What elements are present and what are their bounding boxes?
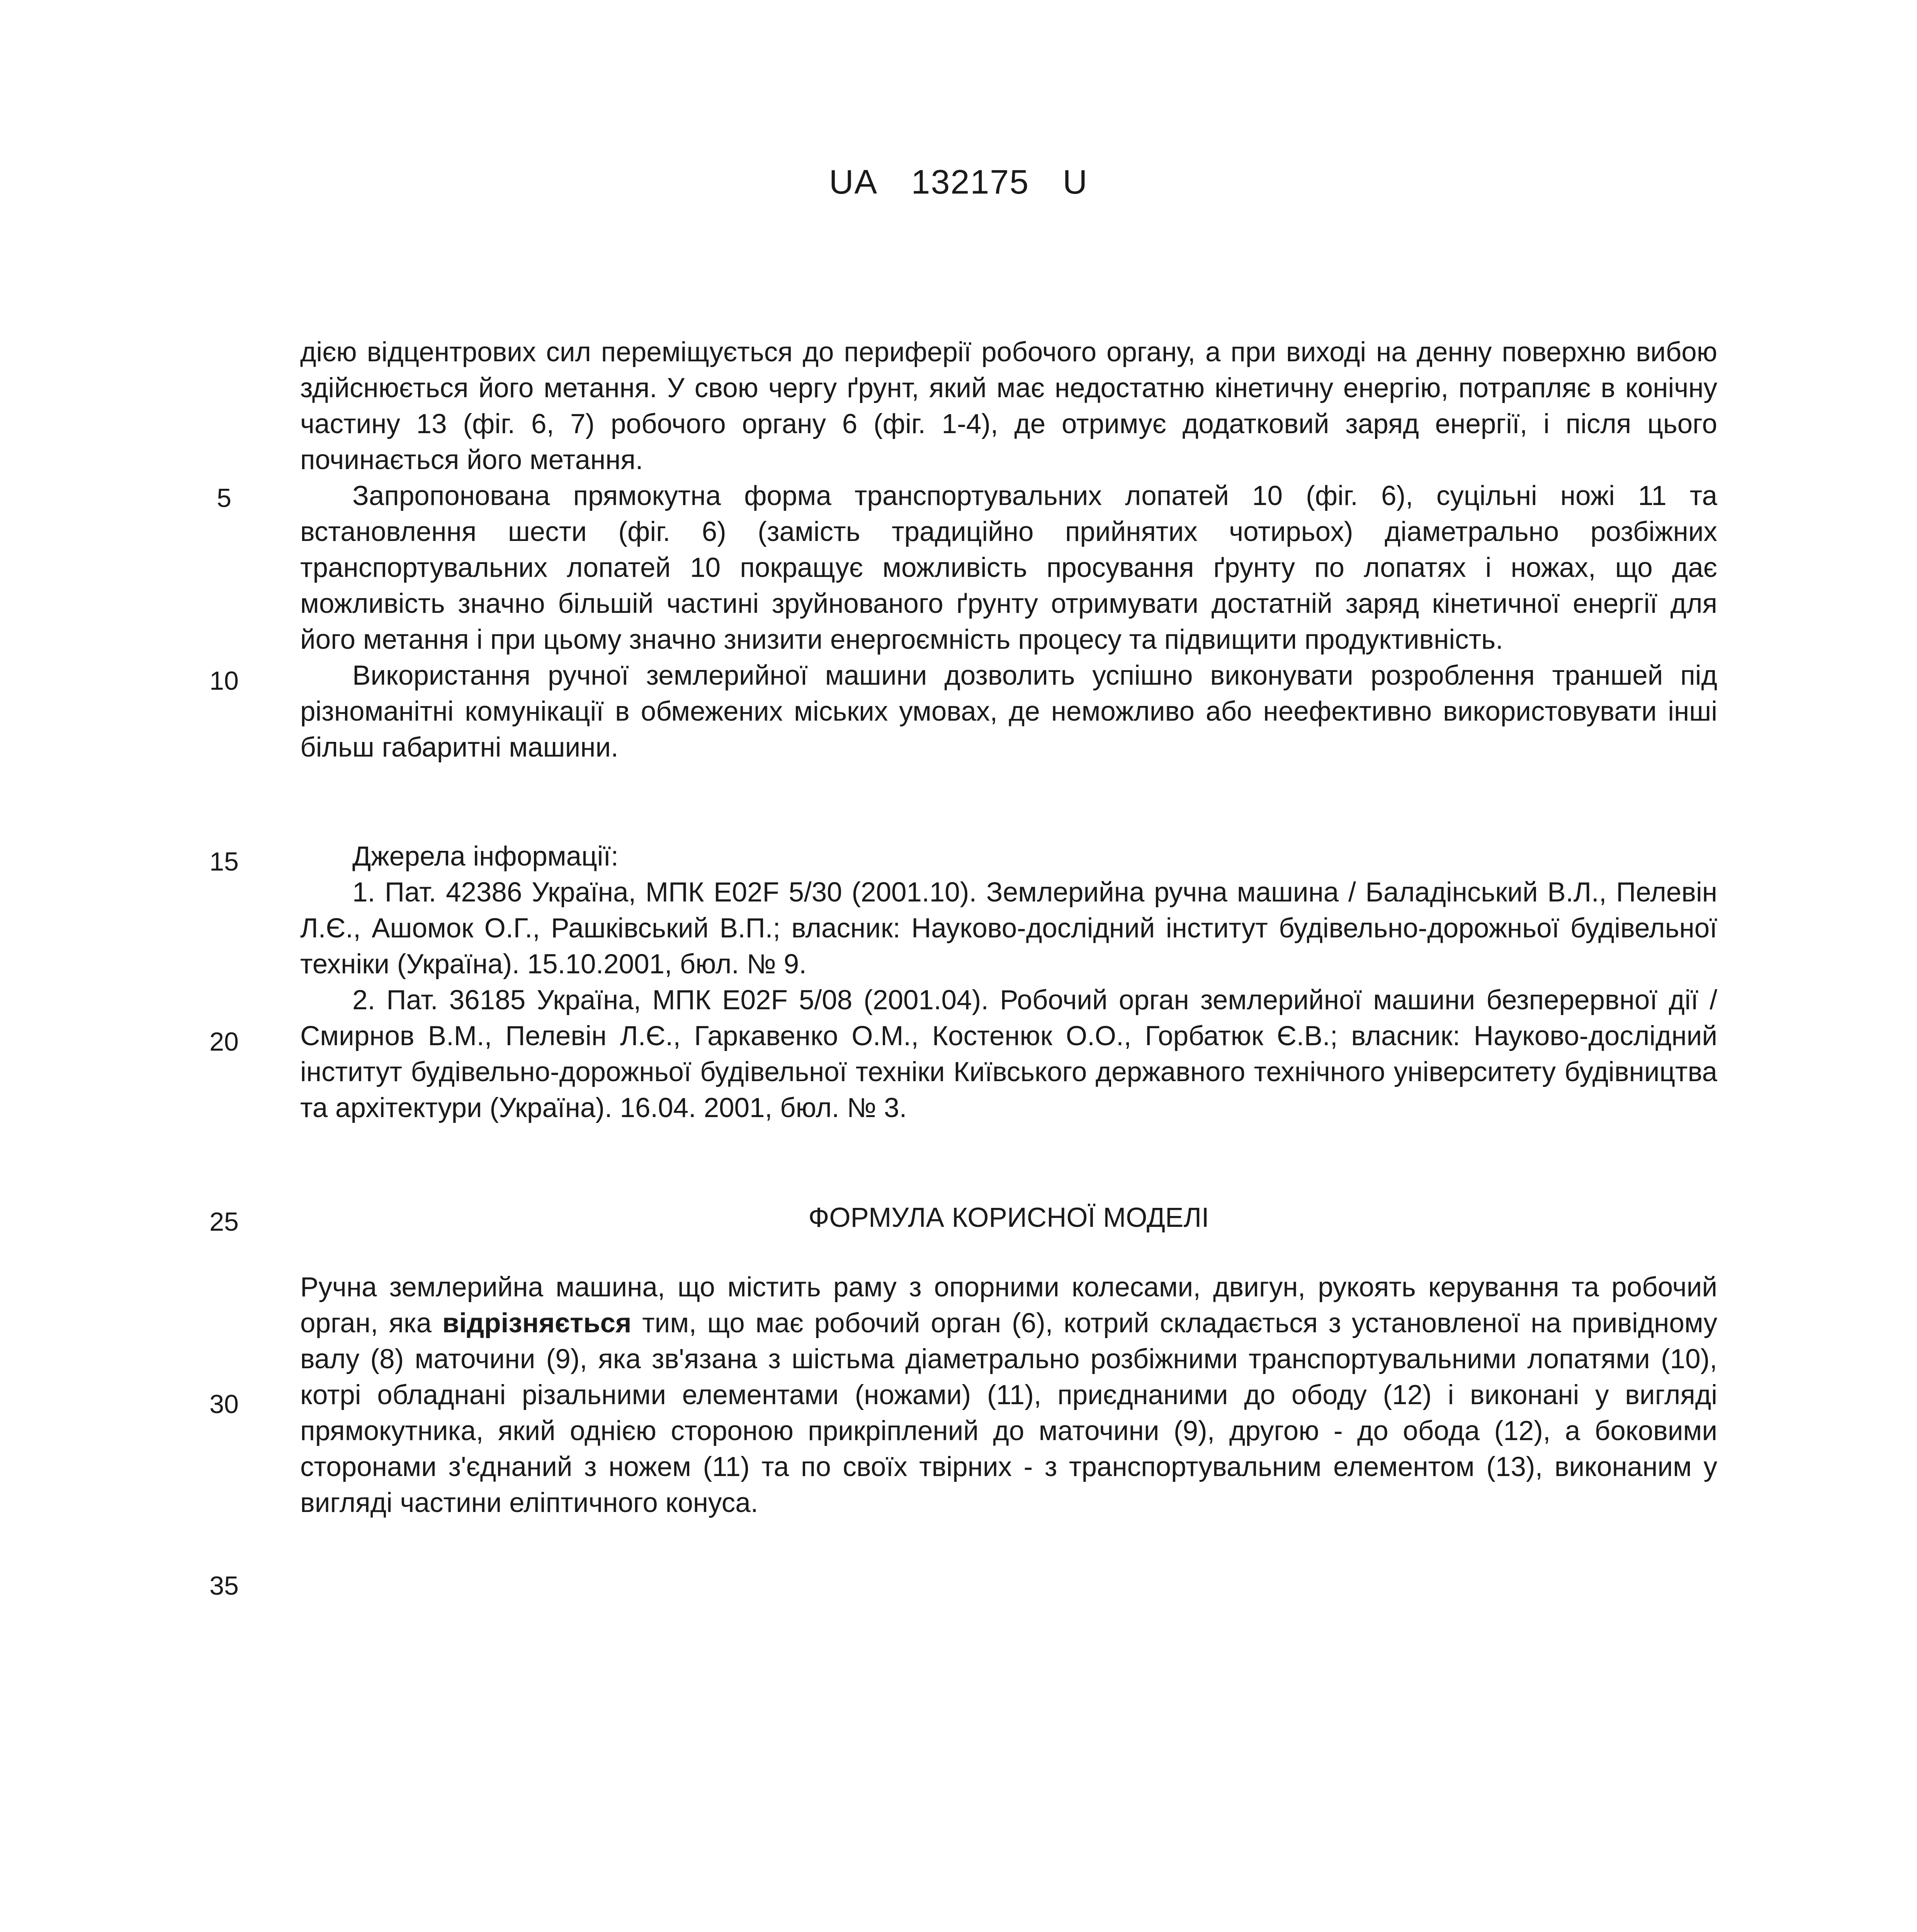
claim-paragraph (300, 1269, 1717, 1521)
header-kind: U (1062, 163, 1088, 201)
line-number: 35 (209, 1571, 239, 1600)
line-number: 25 (209, 1207, 239, 1236)
sources-block (300, 838, 1717, 1126)
sources-title: Джерела інформації: (352, 841, 619, 872)
reference-item: 1. Пат. 42386 Україна, МПК E02F 5/30 (2001.10). Землерийна ручна машина / Баладінський В.Л., Пелевін Л.Є., Ашомок О.Г., Рашківський В.П.; власник: Науково-дослідний інститут будівельно-дорожньої будівельної техніки (Україна). 15.10.2001, бюл. № 9. (300, 877, 1717, 980)
formula-block (300, 1269, 1717, 1521)
paragraph: Запропонована прямокутна форма транспортувальних лопатей 10 (фіг. 6), суцільні ножі 11 та встановлення шести (фіг. 6) (замість традиційно прийнятих чотирьох) діаметрально розбіжних транспортувальних лопатей 10 покращує можливість просування ґрунту по лопатях і ножах, що дає можливість значно більшій частині зруйнованого ґрунту отримувати достатній заряд кінетичної енергії для його метання і при цьому значно знизити енергоємність процесу та підвищити продуктивність. (300, 481, 1717, 655)
paragraph: дією відцентрових сил переміщується до периферії робочого органу, а при виході на денну поверхню вибою здійснюється його метання. У свою чергу ґрунт, який має недостатню кінетичну енергію, потрапляє в конічну частину 13 (фіг. 6, 7) робочого органу 6 (фіг. 1-4), де отримує додатковий заряд енергії, і після цього починається його метання. (300, 337, 1717, 475)
reference-item: 2. Пат. 36185 Україна, МПК E02F 5/08 (2001.04). Робочий орган землерийної машини безперервної дії / Смирнов В.М., Пелевін Л.Є., Гаркавенко О.М., Костенюк О.О., Горбатюк Є.В.; власник: Науково-дослідний інститут будівельно-дорожньої будівельної техніки Київського державного технічного університету будівництва та архітектури (Україна). 16.04. 2001, бюл. № 3. (300, 985, 1717, 1123)
claim-text: Ручна землерийна машина, що містить раму з опорними колесами, двигун, рукоять керування та робочий орган, яка (300, 1272, 1717, 1338)
header-country: UA (829, 163, 878, 201)
line-number: 30 (209, 1389, 239, 1419)
formula-title: ФОРМУЛА КОРИСНОЇ МОДЕЛІ (808, 1202, 1209, 1233)
document-header (0, 162, 1917, 202)
line-number: 5 (217, 483, 231, 513)
line-number: 20 (209, 1027, 239, 1056)
claim-text: тим, що має робочий орган (6), котрий складається з установленої на привідному валу (8) маточини (9), яка зв'язана з шістьма діаметрально розбіжними транспортувальними лопатями (10), котрі обладнані різальними елементами (ножами) (11), приєднаними до ободу (12) і виконані у вигляді прямокутника, який однією стороною прикріплений до маточини (9), другою - до обода (12), а боковими сторонами з'єднаний з ножем (11) та по своїх твірних - з транспортувальним елементом (13), виконаним у вигляді частини еліптичного конуса. (300, 1308, 1717, 1518)
line-number: 10 (209, 666, 239, 696)
paragraph: Використання ручної землерийної машини дозволить успішно виконувати розроблення траншей під різноманітні комунікації в обмежених міських умовах, де неможливо або неефективно використовувати інші більш габаритні машини. (300, 660, 1717, 763)
description-block (300, 334, 1717, 765)
line-number: 15 (209, 847, 239, 876)
claim-keyword: відрізняється (442, 1308, 632, 1338)
header-number: 132175 (911, 163, 1030, 201)
